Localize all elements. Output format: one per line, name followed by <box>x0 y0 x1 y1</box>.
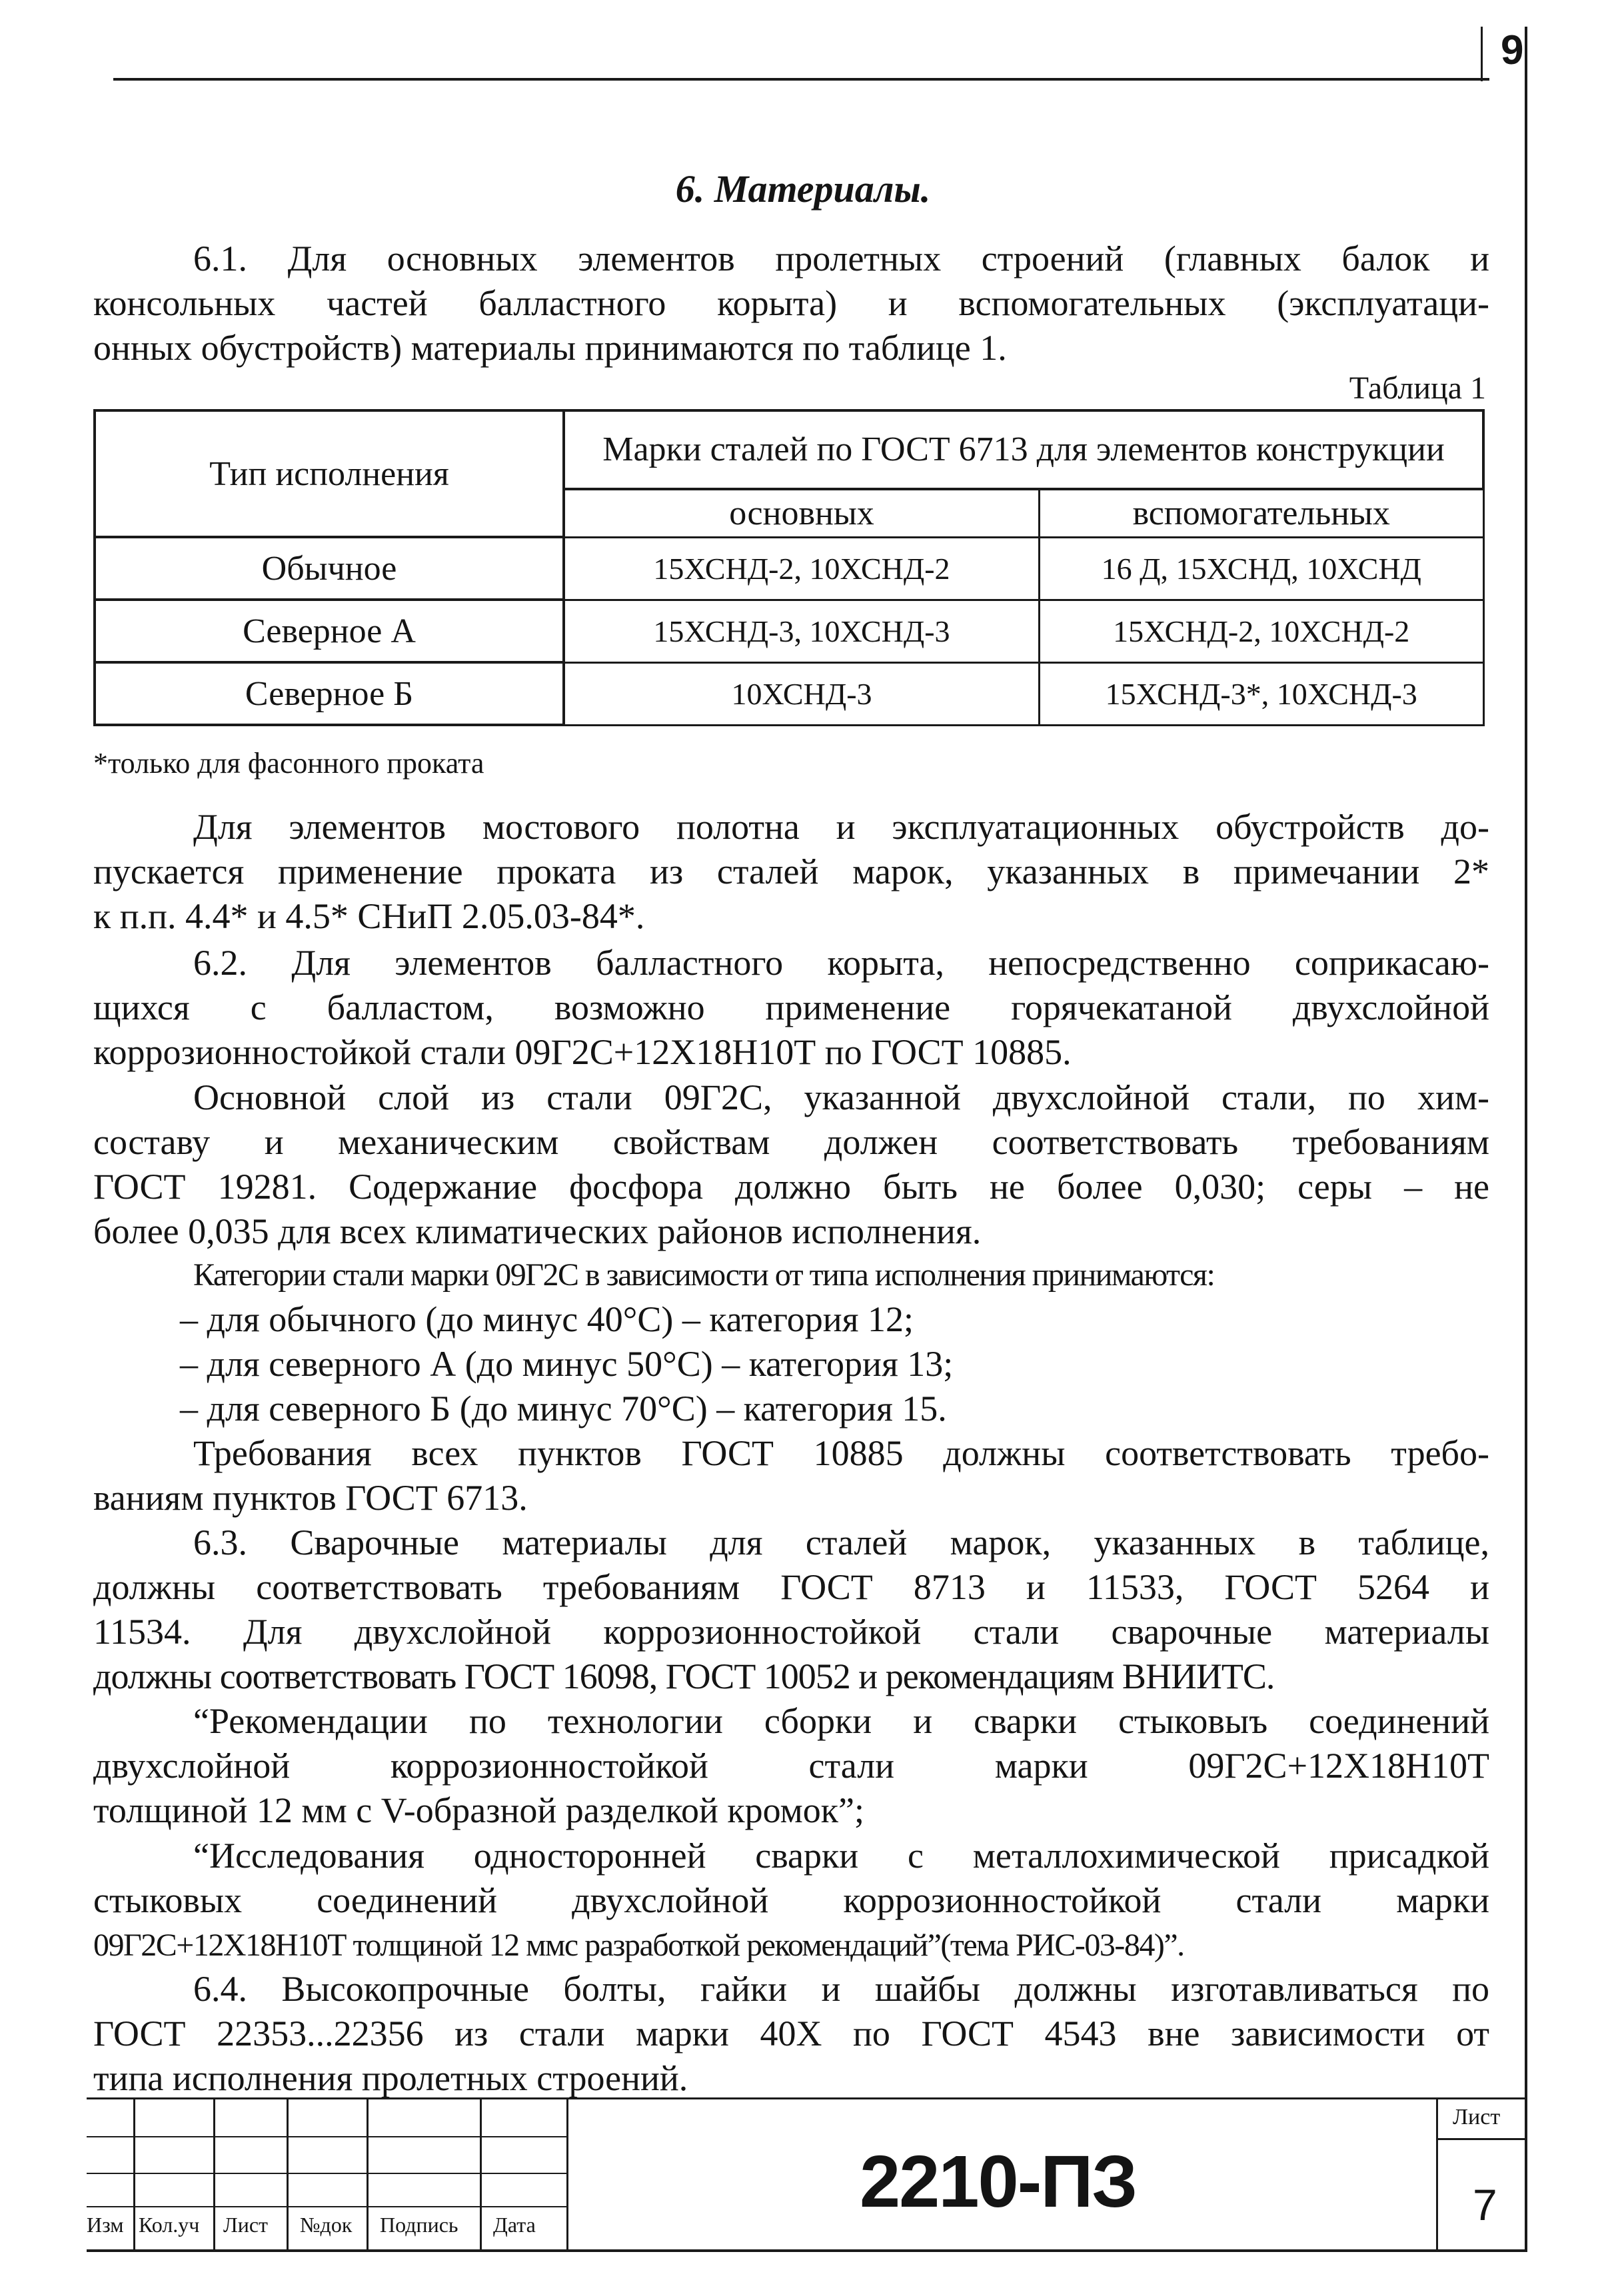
cell-type: Северное А <box>95 600 564 662</box>
cell-main: 15ХСНД-2, 10ХСНД-2 <box>564 537 1040 600</box>
paragraph-base-layer <box>93 1075 1489 1254</box>
list-item: – для северного А (до минус 50°С) – категория 13; <box>180 1344 954 1384</box>
text-line: 6.4. Высокопрочные болты, гайки и шайбы должны изготавливаться по <box>193 1969 1489 2009</box>
text-line: Для элементов мостового полотна и эксплуатационных обустройств до- <box>193 807 1489 847</box>
title-block <box>87 2097 1526 2252</box>
header-group: Марки сталей по ГОСТ 6713 для элементов конструкции <box>564 410 1483 489</box>
paragraph-categories <box>93 1253 1489 1431</box>
paragraph-recommendations <box>93 1699 1489 1833</box>
table-row <box>95 600 1483 662</box>
text-line: более 0,035 для всех климатических районов исполнения. <box>93 1211 982 1251</box>
text-line: стыковых соединений двухслойной коррозионностойкой стали марки <box>93 1880 1489 1920</box>
section-title: 6. Материалы. <box>675 167 931 211</box>
stamp-label: №док <box>300 2213 353 2237</box>
document-code: 2210-ПЗ <box>860 2141 1137 2223</box>
frame-tick <box>1481 27 1483 81</box>
text-line: типа исполнения пролетных строений. <box>93 2058 688 2098</box>
stamp-label: Лист <box>223 2213 269 2237</box>
steel-grades-table <box>93 409 1485 726</box>
paragraph-requirements <box>93 1431 1489 1520</box>
text-line: коррозионностойкой стали 09Г2С+12Х18Н10Т по ГОСТ 10885. <box>93 1032 1072 1072</box>
stamp-label: Подпись <box>380 2213 458 2237</box>
paragraph-6-4 <box>93 1967 1489 2101</box>
stamp-label: Кол.уч <box>139 2213 200 2237</box>
paragraph-deck <box>93 805 1489 939</box>
text-line: двухслойной коррозионностойкой стали марки 09Г2С+12Х18Н10Т <box>93 1746 1489 1786</box>
header-type: Тип исполнения <box>95 410 564 537</box>
cell-main: 15ХСНД-3, 10ХСНД-3 <box>564 600 1040 662</box>
text-line: Основной слой из стали 09Г2С, указанной двухслойной стали, по хим- <box>193 1077 1489 1117</box>
list-item: – для обычного (до минус 40°С) – категория 12; <box>180 1299 914 1339</box>
text-line: 6.1. Для основных элементов пролетных строений (главных балок и <box>193 239 1489 279</box>
text-line: 09Г2С+12Х18Н10Т толщиной 12 ммс разработкой рекомендаций”(тема РИС-03-84)”. <box>93 1928 1184 1963</box>
text-line: составу и механическим свойствам должен соответствовать требованиям <box>93 1122 1489 1162</box>
paragraph-6-1 <box>93 237 1489 370</box>
text-line: толщиной 12 мм с V-образной разделкой кромок”; <box>93 1790 864 1830</box>
text-line: онных обустройств) материалы принимаются по таблице 1. <box>93 328 1007 368</box>
table-footnote: *только для фасонного проката <box>93 747 484 780</box>
table-row <box>95 537 1483 600</box>
paragraph-6-3 <box>93 1520 1489 1699</box>
text-line: ГОСТ 22353...22356 из стали марки 40Х по ГОСТ 4543 вне зависимости от <box>93 2013 1489 2053</box>
table-row <box>95 662 1483 725</box>
frame-right-border <box>1525 27 1527 2252</box>
text-line: ГОСТ 19281. Содержание фосфора должно быть не более 0,030; серы – не <box>93 1167 1489 1207</box>
header-aux: вспомогательных <box>1040 489 1484 537</box>
cell-aux: 15ХСНД-3*, 10ХСНД-3 <box>1040 662 1484 725</box>
text-line: “Исследования односторонней сварки с металлохимической присадкой <box>193 1836 1489 1876</box>
text-line: “Рекомендации по технологии сборки и сварки стыковыъ соединений <box>193 1701 1489 1741</box>
cell-type: Северное Б <box>95 662 564 725</box>
sheet-label: Лист <box>1453 2105 1501 2129</box>
text-line: к п.п. 4.4* и 4.5* СНиП 2.05.03-84*. <box>93 896 645 936</box>
text-line: Требования всех пунктов ГОСТ 10885 должны соответствовать требо- <box>193 1433 1489 1473</box>
text-line: 11534. Для двухслойной коррозионностойкой стали сварочные материалы <box>93 1612 1489 1652</box>
paragraph-6-2 <box>93 941 1489 1075</box>
cell-aux: 16 Д, 15ХСНД, 10ХСНД <box>1040 537 1484 600</box>
text-line: 6.3. Сварочные материалы для сталей марок, указанных в таблице, <box>193 1522 1489 1562</box>
cell-main: 10ХСНД-3 <box>564 662 1040 725</box>
text-line: 6.2. Для элементов балластного корыта, непосредственно соприкасаю- <box>193 943 1489 983</box>
header-rule <box>113 78 1489 81</box>
text-line: ваниям пунктов ГОСТ 6713. <box>93 1478 528 1518</box>
text-line: пускается применение проката из сталей марок, указанных в примечании 2* <box>93 852 1489 891</box>
text-line: должны соответствовать требованиям ГОСТ 8713 и 11533, ГОСТ 5264 и <box>93 1567 1489 1607</box>
page-number: 9 <box>1501 27 1524 73</box>
cell-aux: 15ХСНД-2, 10ХСНД-2 <box>1040 600 1484 662</box>
sheet-number: 7 <box>1473 2180 1497 2229</box>
text-line: должны соответствовать ГОСТ 16098, ГОСТ 10052 и рекомендациям ВНИИТС. <box>93 1656 1275 1696</box>
header-main: основных <box>564 489 1040 537</box>
list-item: – для северного Б (до минус 70°С) – категория 15. <box>180 1389 947 1429</box>
text-line: Категории стали марки 09Г2С в зависимости от типа исполнения принимаются: <box>193 1257 1215 1293</box>
paragraph-research <box>93 1834 1489 1968</box>
cell-type: Обычное <box>95 537 564 600</box>
stamp-label: Дата <box>493 2213 536 2237</box>
text-line: консольных частей балластного корыта) и вспомогательных (эксплуатаци- <box>93 283 1489 323</box>
stamp-label: Изм <box>87 2213 124 2237</box>
table-caption: Таблица 1 <box>1349 370 1486 406</box>
text-line: щихся с балластом, возможно применение горячекатаной двухслойной <box>93 987 1489 1027</box>
